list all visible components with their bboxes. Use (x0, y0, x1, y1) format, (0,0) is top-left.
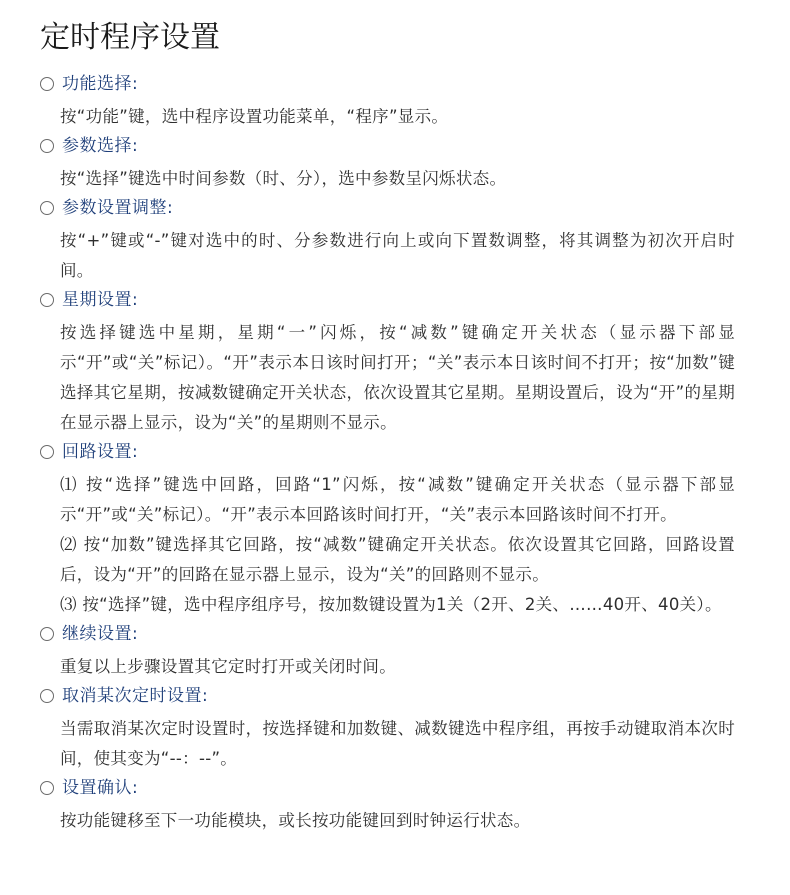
section-cancel-timer (0, 684, 790, 774)
sections-list (0, 70, 790, 836)
section-heading-row (40, 196, 790, 220)
section-paragraph: 按功能键移至下一功能模块，或长按功能键回到时钟运行状态。 (60, 811, 531, 830)
section-paragraph: 按“功能”键，选中程序设置功能菜单，“程序”显示。 (60, 107, 449, 126)
section-paragraph-step-1: ⑴ 按“选择”键选中回路，回路“1”闪烁，按“减数”键确定开关状态（显示器下部显示“开”或“关”标记）。“开”表示本回路该时间打开，“关”表示本回路该时间不打开。 (60, 475, 735, 524)
section-heading-row (40, 440, 790, 464)
section-heading-row (40, 622, 790, 646)
section-paragraph: 当需取消某次定时设置时，按选择键和加数键、减数键选中程序组，再按手动键取消本次时间，使其变为“--：--”。 (60, 719, 735, 768)
circle-bullet-icon (40, 293, 54, 307)
section-paragraph: 按“选择”键选中时间参数（时、分），选中参数呈闪烁状态。 (60, 169, 507, 188)
section-heading: 星期设置: (62, 290, 139, 310)
section-heading: 继续设置: (62, 624, 139, 644)
section-heading-row (40, 684, 790, 708)
section-parameter-adjust (0, 196, 790, 286)
section-paragraph: 重复以上步骤设置其它定时打开或关闭时间。 (60, 657, 396, 676)
section-parameter-select (0, 134, 790, 194)
section-paragraph-step-2: ⑵ 按“加数”键选择其它回路，按“减数”键确定开关状态。依次设置其它回路，回路设置后，设为“开”的回路在显示器上显示，设为“关”的回路则不显示。 (60, 535, 735, 584)
section-heading: 设置确认: (62, 778, 139, 798)
section-heading-row (40, 72, 790, 96)
section-heading: 功能选择: (62, 74, 139, 94)
section-heading: 回路设置: (62, 442, 139, 462)
page-title: 定时程序设置 (40, 20, 220, 55)
section-heading: 取消某次定时设置: (62, 686, 209, 706)
section-heading: 参数选择: (62, 136, 139, 156)
section-heading-row (40, 776, 790, 800)
section-function-select (0, 72, 790, 132)
circle-bullet-icon (40, 445, 54, 459)
circle-bullet-icon (40, 627, 54, 641)
section-heading-row (40, 134, 790, 158)
section-weekday-setting (0, 288, 790, 438)
section-paragraph-step-3: ⑶ 按“选择”键，选中程序组序号，按加数键设置为1关（2开、2关、……40开、40关）。 (60, 595, 722, 614)
section-heading: 参数设置调整: (62, 198, 174, 218)
circle-bullet-icon (40, 201, 54, 215)
section-circuit-setting (0, 440, 790, 620)
section-paragraph: 按选择键选中星期，星期“一”闪烁，按“减数”键确定开关状态（显示器下部显示“开”或“关”标记）。“开”表示本日该时间打开；“关”表示本日该时间不打开；按“加数”键选择其它星期，按减数键确定开关状态，依次设置其它星期。星期设置后，设为“开”的星期在显示器上显示，设为“关”的星期则不显示。 (60, 323, 735, 432)
circle-bullet-icon (40, 139, 54, 153)
circle-bullet-icon (40, 781, 54, 795)
section-confirm-setting (0, 776, 790, 836)
circle-bullet-icon (40, 77, 54, 91)
section-paragraph: 按“+”键或“-”键对选中的时、分参数进行向上或向下置数调整，将其调整为初次开启时间。 (60, 231, 735, 280)
section-continue-setting (0, 622, 790, 682)
section-heading-row (40, 288, 790, 312)
circle-bullet-icon (40, 689, 54, 703)
